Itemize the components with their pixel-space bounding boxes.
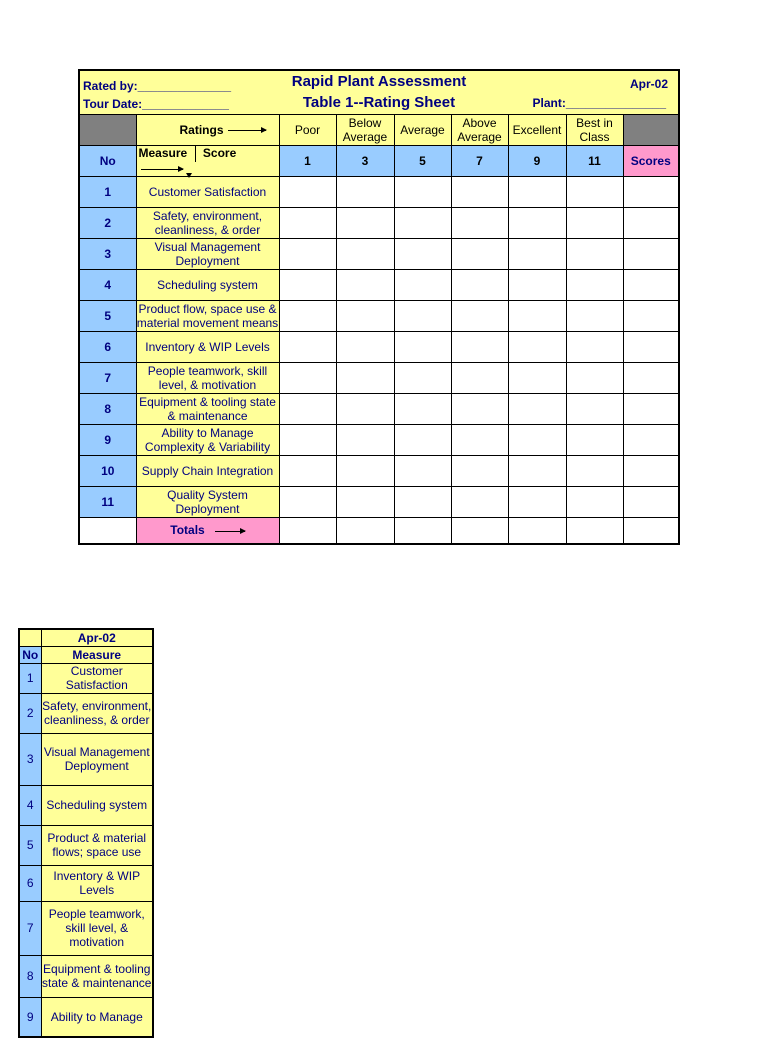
rating-cell[interactable] [336, 424, 394, 455]
list-measure: Visual Management Deployment [41, 733, 153, 785]
rating-cell[interactable] [394, 362, 451, 393]
row-score-cell[interactable] [623, 362, 679, 393]
row-measure: Supply Chain Integration [136, 455, 279, 486]
list-number: 2 [19, 693, 41, 733]
rating-cell[interactable] [394, 331, 451, 362]
score-value: 5 [394, 145, 451, 176]
row-number: 11 [79, 486, 136, 517]
list-measure: Scheduling system [41, 785, 153, 825]
list-number: 4 [19, 785, 41, 825]
list-item [19, 997, 153, 1037]
rating-label-below-average: Below Average [336, 114, 394, 145]
rating-cell[interactable] [279, 393, 336, 424]
rating-cell[interactable] [508, 424, 566, 455]
measure-header: Measure [138, 145, 188, 160]
row-measure: Equipment & tooling state & maintenance [136, 393, 279, 424]
rating-cell[interactable] [566, 393, 623, 424]
measure-score-header [136, 145, 279, 176]
corner-cell [79, 114, 136, 145]
row-number: 9 [79, 424, 136, 455]
total-cell[interactable] [394, 517, 451, 544]
rating-cell[interactable] [451, 362, 508, 393]
divider [195, 146, 196, 162]
rating-cell[interactable] [451, 269, 508, 300]
list-item [19, 693, 153, 733]
rating-label-average: Average [394, 114, 451, 145]
list-measure: Equipment & tooling state & maintenance [41, 955, 153, 997]
rating-cell[interactable] [279, 455, 336, 486]
total-score-cell[interactable] [623, 517, 679, 544]
rating-cell[interactable] [336, 486, 394, 517]
rating-cell[interactable] [336, 393, 394, 424]
list-item [19, 955, 153, 997]
rating-cell[interactable] [508, 486, 566, 517]
list-date: Apr-02 [41, 629, 153, 646]
row-number: 2 [79, 207, 136, 238]
rating-cell[interactable] [394, 207, 451, 238]
table-row [79, 300, 679, 331]
total-cell[interactable] [279, 517, 336, 544]
ratings-label: Ratings [179, 122, 224, 137]
row-measure: Product flow, space use & material movement means [136, 301, 279, 330]
rating-cell[interactable] [508, 176, 566, 207]
measure-list-table [18, 628, 154, 1038]
rating-cell[interactable] [566, 176, 623, 207]
rating-cell[interactable] [451, 393, 508, 424]
list-item [19, 901, 153, 955]
table-row [79, 331, 679, 362]
rating-label-excellent: Excellent [508, 114, 566, 145]
row-number: 3 [79, 238, 136, 269]
list-number: 3 [19, 733, 41, 785]
list-number: 1 [19, 663, 41, 693]
rating-cell[interactable] [566, 238, 623, 269]
rating-cell[interactable] [508, 393, 566, 424]
row-score-cell[interactable] [623, 207, 679, 238]
rating-cell[interactable] [451, 455, 508, 486]
rating-cell[interactable] [451, 424, 508, 455]
scores-header: Scores [623, 145, 679, 176]
rating-cell[interactable] [279, 424, 336, 455]
no-header: No [79, 145, 136, 176]
table-row [79, 176, 679, 207]
rating-cell[interactable] [566, 207, 623, 238]
row-score-cell[interactable] [623, 238, 679, 269]
no-header: No [19, 646, 41, 663]
rating-cell[interactable] [508, 331, 566, 362]
totals-spacer [79, 517, 136, 544]
rating-cell[interactable] [279, 331, 336, 362]
rating-cell[interactable] [336, 207, 394, 238]
score-value: 9 [508, 145, 566, 176]
rating-cell[interactable] [508, 300, 566, 331]
list-measure: Product & material flows; space use [41, 825, 153, 865]
list-item [19, 733, 153, 785]
measure-rows [19, 663, 153, 1037]
rating-cell[interactable] [394, 300, 451, 331]
row-number: 8 [79, 393, 136, 424]
rating-cell[interactable] [394, 176, 451, 207]
row-number: 10 [79, 455, 136, 486]
list-number: 9 [19, 997, 41, 1037]
row-number: 1 [79, 176, 136, 207]
rating-cell[interactable] [566, 455, 623, 486]
rating-cell[interactable] [566, 486, 623, 517]
rating-cell[interactable] [508, 269, 566, 300]
rating-cell[interactable] [279, 362, 336, 393]
rating-cell[interactable] [394, 393, 451, 424]
list-measure: Ability to Manage [41, 997, 153, 1037]
total-cell[interactable] [336, 517, 394, 544]
rated-by-field[interactable]: Rated by:______________ [83, 79, 232, 94]
table-row [79, 362, 679, 393]
table-row [79, 207, 679, 238]
rating-cell[interactable] [336, 331, 394, 362]
row-score-cell[interactable] [623, 269, 679, 300]
rating-cell[interactable] [336, 238, 394, 269]
row-score-cell[interactable] [623, 176, 679, 207]
table-row [79, 424, 679, 455]
list-item [19, 785, 153, 825]
row-number: 6 [79, 331, 136, 362]
row-measure: Inventory & WIP Levels [136, 331, 279, 362]
plant-field[interactable]: Plant:_______________ [532, 96, 666, 111]
totals-cell [136, 517, 279, 544]
table-row [79, 393, 679, 424]
list-item [19, 663, 153, 693]
right-arrow-icon [215, 531, 245, 532]
rating-cell[interactable] [279, 207, 336, 238]
rating-cell[interactable] [451, 238, 508, 269]
rating-cell[interactable] [451, 300, 508, 331]
rating-cell[interactable] [451, 207, 508, 238]
rating-cell[interactable] [566, 269, 623, 300]
table-row [79, 269, 679, 300]
row-measure: Ability to Manage Complexity & Variability [136, 424, 279, 455]
rating-cell[interactable] [508, 455, 566, 486]
ratings-label-cell [136, 114, 279, 145]
list-number: 8 [19, 955, 41, 997]
list-measure: People teamwork, skill level, & motivation [41, 901, 153, 955]
row-score-cell[interactable] [623, 486, 679, 517]
score-value: 7 [451, 145, 508, 176]
rating-cell[interactable] [566, 331, 623, 362]
row-measure: Customer Satisfaction [136, 176, 279, 207]
rating-cell[interactable] [566, 362, 623, 393]
row-score-cell[interactable] [623, 300, 679, 331]
row-score-cell[interactable] [623, 424, 679, 455]
total-cell[interactable] [451, 517, 508, 544]
score-value: 11 [566, 145, 623, 176]
score-value: 1 [279, 145, 336, 176]
rating-label-above-average: Above Average [451, 114, 508, 145]
rating-cell[interactable] [394, 455, 451, 486]
tour-date-field[interactable]: Tour Date:_____________ [83, 97, 229, 112]
rating-cell[interactable] [336, 362, 394, 393]
rating-cell[interactable] [394, 269, 451, 300]
rating-cell[interactable] [451, 486, 508, 517]
rating-sheet-table [78, 69, 680, 545]
totals-label: Totals [170, 523, 205, 538]
score-value: 3 [336, 145, 394, 176]
sheet-header [79, 70, 679, 114]
rating-cell[interactable] [451, 331, 508, 362]
row-measure: People teamwork, skill level, & motivation [136, 362, 279, 393]
rating-cell[interactable] [508, 362, 566, 393]
right-arrow-icon [228, 130, 266, 131]
row-measure: Quality System Deployment [136, 486, 279, 517]
rating-rows [79, 176, 679, 517]
list-measure: Inventory & WIP Levels [41, 865, 153, 901]
row-measure: Scheduling system [136, 269, 279, 300]
row-score-cell[interactable] [623, 455, 679, 486]
sheet-date: Apr-02 [629, 77, 668, 92]
corner-cell [19, 629, 41, 646]
list-measure: Safety, environment, cleanliness, & order [41, 693, 153, 733]
down-arrow-icon [186, 173, 192, 178]
score-header: Score [202, 145, 237, 160]
row-score-cell[interactable] [623, 393, 679, 424]
rating-cell[interactable] [394, 486, 451, 517]
rating-cell[interactable] [566, 300, 623, 331]
rating-cell[interactable] [394, 238, 451, 269]
row-number: 5 [79, 300, 136, 331]
list-number: 6 [19, 865, 41, 901]
row-measure: Visual Management Deployment [136, 238, 279, 269]
list-item [19, 865, 153, 901]
rating-cell[interactable] [336, 455, 394, 486]
rating-cell[interactable] [336, 300, 394, 331]
rating-cell[interactable] [394, 424, 451, 455]
rating-label-best-in-class: Best in Class [566, 114, 623, 145]
list-measure: Customer Satisfaction [41, 663, 153, 693]
table-row [79, 455, 679, 486]
rating-cell[interactable] [279, 300, 336, 331]
list-number: 5 [19, 825, 41, 865]
list-item [19, 825, 153, 865]
rating-cell[interactable] [279, 176, 336, 207]
measure-header: Measure [41, 646, 153, 663]
table-row [79, 486, 679, 517]
total-cell[interactable] [566, 517, 623, 544]
sheet-subtitle: Table 1--Rating Sheet [302, 94, 456, 112]
sheet-title: Rapid Plant Assessment [291, 73, 467, 91]
rating-cell[interactable] [566, 424, 623, 455]
list-number: 7 [19, 901, 41, 955]
rating-cell[interactable] [279, 486, 336, 517]
scores-header-spacer [623, 114, 679, 145]
rating-cell[interactable] [508, 207, 566, 238]
row-number: 7 [79, 362, 136, 393]
rating-cell[interactable] [279, 269, 336, 300]
row-number: 4 [79, 269, 136, 300]
right-arrow-icon [141, 169, 183, 170]
rating-label-poor: Poor [279, 114, 336, 145]
rating-cell[interactable] [336, 176, 394, 207]
rating-cell[interactable] [451, 176, 508, 207]
rating-cell[interactable] [279, 238, 336, 269]
rating-cell[interactable] [336, 269, 394, 300]
row-measure: Safety, environment, cleanliness, & order [136, 207, 279, 238]
table-row [79, 238, 679, 269]
rating-cell[interactable] [508, 238, 566, 269]
row-score-cell[interactable] [623, 331, 679, 362]
total-cell[interactable] [508, 517, 566, 544]
